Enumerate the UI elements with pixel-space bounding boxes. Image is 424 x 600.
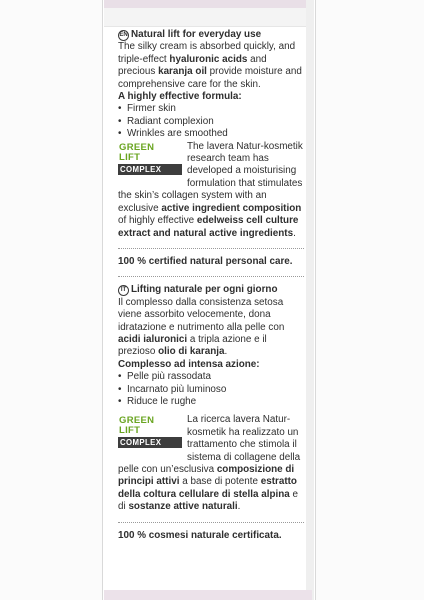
en-intro-t2: and precious: [118, 53, 267, 78]
it-logo-block: [118, 414, 304, 513]
it-bullet-1: • Pelle più rassodata: [118, 371, 304, 383]
green-lift-complex-logo: [118, 416, 182, 453]
logo-line-1: GREEN: [119, 141, 155, 153]
en-bullet-2: • Radiant complexion: [118, 116, 304, 128]
en-body-b1: active ingredient composition: [161, 202, 302, 214]
it-intro-b1: acidi ialuronici: [118, 333, 188, 345]
logo-line-1: GREEN: [119, 415, 155, 427]
en-intro-b1: hyaluronic acids: [169, 53, 248, 65]
logo-line-3: COMPLEX: [118, 437, 182, 448]
it-bullets: [118, 371, 304, 408]
en-body-t0: The lavera Natur-kosmetik research team has developed a moisturising formulation that stimulates the skin’s collagen system with an exclusive: [118, 140, 303, 214]
it-bullet-2: • Incarnato più luminoso: [118, 384, 304, 396]
en-heading: [118, 29, 304, 41]
it-body-b3: estratto della coltura cellulare di stella alpina: [118, 476, 297, 500]
en-logo-block: [118, 141, 304, 240]
it-formula-title: Complesso ad intensa azione:: [118, 358, 260, 370]
it-lang-badge: IT: [118, 285, 129, 296]
en-formula-title: A highly effective formula:: [118, 91, 242, 103]
it-body-t4: e di: [118, 488, 299, 513]
en-lang-badge: EN: [118, 30, 129, 41]
top-fold: [104, 8, 312, 27]
en-bullet-3: • Wrinkles are smoothed: [118, 128, 304, 140]
en-intro-b3: karanja oil: [158, 66, 207, 78]
divider: [118, 276, 304, 277]
it-body-b5: sostanze attive naturali: [128, 501, 238, 513]
en-body-t4: .: [293, 227, 296, 239]
en-body-b3: edelweiss cell culture extract and natural active ingredients: [118, 215, 299, 239]
logo-line-2: LIFT: [119, 425, 141, 437]
it-body-t0: La ricerca lavera Natur-kosmetik ha realizzato un trattamento che stimola il sistema di collagene della pelle con un’esclusiva: [118, 414, 301, 475]
it-heading: [118, 284, 304, 296]
divider: [118, 522, 304, 523]
en-cert: 100 % certified natural personal care.: [118, 255, 293, 267]
en-bullet-1: • Firmer skin: [118, 103, 304, 115]
en-title: Natural lift for everyday use: [131, 29, 262, 40]
label-text: [118, 29, 304, 542]
it-cert: 100 % cosmesi naturale certificata.: [118, 529, 282, 541]
it-intro-t0: Il complesso dalla consistenza setosa viene assorbito velocemente, dona idratazione e nutrimento alla pelle con: [118, 296, 285, 333]
it-intro-t2: a tripla azione e il prezioso: [118, 333, 267, 358]
divider: [118, 248, 304, 249]
en-bullets: [118, 103, 304, 140]
en-intro: [118, 41, 304, 91]
green-lift-complex-logo: [118, 143, 182, 180]
it-intro: [118, 297, 304, 359]
it-bullet-3: • Riduce le rughe: [118, 396, 304, 408]
logo-line-2: LIFT: [119, 151, 141, 163]
it-intro-t4: .: [224, 346, 228, 358]
en-intro-t4: provide moisture and comprehensive care for the skin.: [118, 66, 302, 90]
en-intro-t0: The silky cream is absorbed quickly, and triple-effect: [118, 41, 296, 65]
it-body-t6: .: [237, 501, 241, 513]
right-fold: [306, 0, 314, 600]
it-title: Lifting naturale per ogni giorno: [131, 284, 278, 296]
it-body-t2: a base di potente: [179, 476, 261, 488]
top-band: [104, 0, 312, 8]
en-body-t2: of highly effective: [118, 215, 197, 227]
bottom-band: [104, 590, 312, 600]
it-intro-b3: olio di karanja: [158, 346, 225, 358]
logo-line-3: COMPLEX: [118, 164, 182, 175]
it-body-b1: composizione di principi attivi: [118, 464, 295, 488]
